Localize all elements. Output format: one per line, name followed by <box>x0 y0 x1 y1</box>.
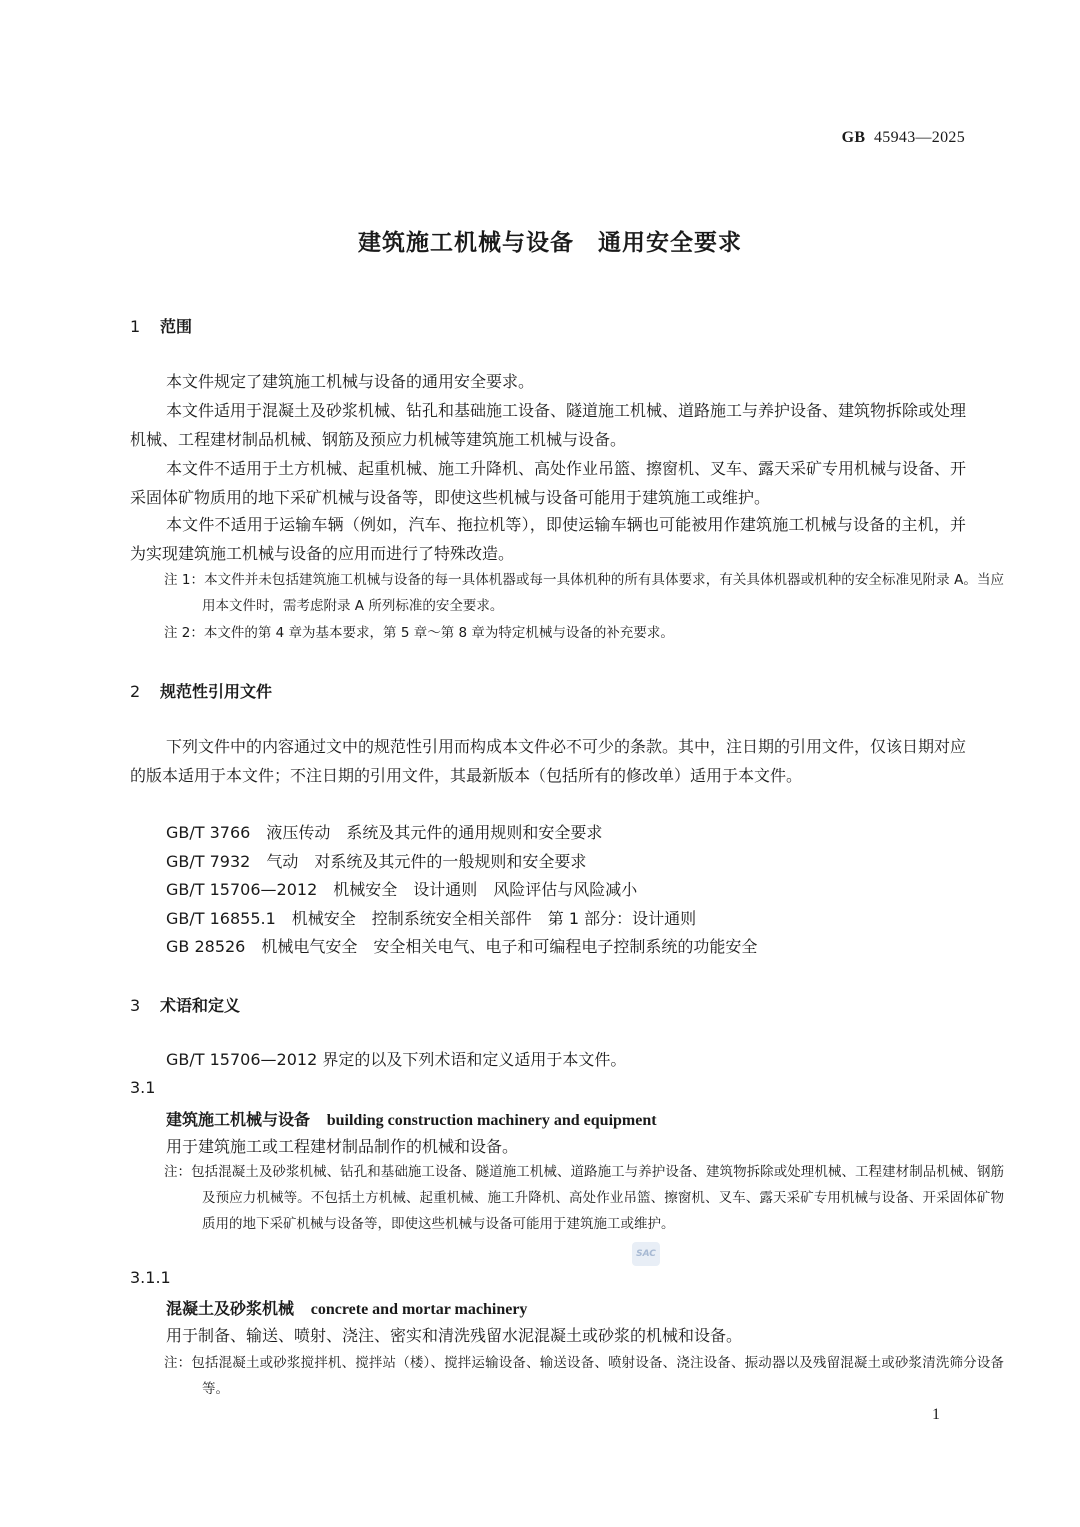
term-english: building construction machinery and equipment <box>326 1112 657 1129</box>
clause-3-1-1-number: 3.1.1 <box>130 1268 171 1287</box>
reference-item: GB/T 15706—2012 机械安全 设计通则 风险评估与风险减小 <box>166 880 638 899</box>
normative-references-intro: 下列文件中的内容通过文中的规范性引用而构成本文件必不可少的条款。其中，注日期的引用文件，仅该日期对应的版本适用于本文件；不注日期的引用文件，其最新版本（包括所有的修改单）适用于本文件。 <box>130 737 967 785</box>
clause-3-1-term <box>166 1107 657 1130</box>
section-2-heading <box>130 679 272 702</box>
clause-3-1-definition: 用于建筑施工或工程建材制品制作的机械和设备。 <box>166 1137 519 1156</box>
term-english: concrete and mortar machinery <box>310 1301 528 1318</box>
terms-intro: GB/T 15706—2012 界定的以及下列术语和定义适用于本文件。 <box>166 1050 627 1069</box>
scope-paragraph-4: 本文件不适用于运输车辆（例如，汽车、拖拉机等），即使运输车辆也可能被用作建筑施工机械与设备的主机，并为实现建筑施工机械与设备的应用而进行了特殊改造。 <box>130 515 966 563</box>
section-title: 范围 <box>160 317 193 336</box>
document-title: 建筑施工机械与设备 通用安全要求 <box>358 230 742 256</box>
scope-note-2: 注 2：本文件的第 4 章为基本要求，第 5 章～第 8 章为特定机械与设备的补充要求。 <box>164 625 674 641</box>
clause-3-1-1-note: 注：包括混凝土或砂浆搅拌机、搅拌站（楼）、搅拌运输设备、输送设备、喷射设备、浇注设备、振动器以及残留混凝土或砂浆清洗筛分设备等。 <box>164 1355 1004 1397</box>
section-3-heading <box>130 993 240 1016</box>
reference-item: GB/T 7932 气动 对系统及其元件的一般规则和安全要求 <box>166 852 587 871</box>
reference-item: GB/T 16855.1 机械安全 控制系统安全相关部件 第 1 部分：设计通则 <box>166 909 697 928</box>
section-title: 术语和定义 <box>160 996 241 1015</box>
section-number: 2 <box>130 682 141 701</box>
reference-item: GB/T 3766 液压传动 系统及其元件的通用规则和安全要求 <box>166 823 603 842</box>
term-chinese: 建筑施工机械与设备 <box>166 1110 311 1129</box>
scope-paragraph-1: 本文件规定了建筑施工机械与设备的通用安全要求。 <box>166 372 535 391</box>
section-number: 3 <box>130 996 141 1015</box>
section-number: 1 <box>130 317 141 336</box>
page-number: 1 <box>932 1406 940 1423</box>
standard-number <box>700 129 965 147</box>
sac-watermark: SAC <box>632 1242 660 1266</box>
section-title: 规范性引用文件 <box>160 682 273 701</box>
scope-note-1: 注 1：本文件并未包括建筑施工机械与设备的每一具体机器或每一具体机种的所有具体要求，有关具体机器或机种的安全标准见附录 A。当应用本文件时，需考虑附录 A 所列标准的安全要求。 <box>164 572 1004 614</box>
section-1-heading <box>130 314 192 337</box>
standard-prefix: GB <box>841 129 866 146</box>
standard-code: 45943—2025 <box>874 129 965 146</box>
scope-paragraph-2: 本文件适用于混凝土及砂浆机械、钻孔和基础施工设备、隧道施工机械、道路施工与养护设备、建筑物拆除或处理机械、工程建材制品机械、钢筋及预应力机械等建筑施工机械与设备。 <box>130 401 967 449</box>
scope-paragraph-3: 本文件不适用于土方机械、起重机械、施工升降机、高处作业吊篮、擦窗机、叉车、露天采矿专用机械与设备、开采固体矿物质用的地下采矿机械与设备等，即使这些机械与设备可能用于建筑施工或维护。 <box>130 459 967 507</box>
clause-3-1-note: 注：包括混凝土及砂浆机械、钻孔和基础施工设备、隧道施工机械、道路施工与养护设备、建筑物拆除或处理机械、工程建材制品机械、钢筋及预应力机械等。不包括土方机械、起重机械、施工升降机、高处作业吊篮、擦窗机、叉车、露天采矿专用机械与设备、开采固体矿物质用的地下采矿机械与设备等，即使这些机械与设备可能用于建筑施工或维护。 <box>164 1164 1004 1232</box>
clause-3-1-1-term <box>166 1296 527 1319</box>
reference-item: GB 28526 机械电气安全 安全相关电气、电子和可编程电子控制系统的功能安全 <box>166 937 758 956</box>
clause-3-1-1-definition: 用于制备、输送、喷射、浇注、密实和清洗残留水泥混凝土或砂浆的机械和设备。 <box>166 1326 743 1345</box>
clause-3-1-number: 3.1 <box>130 1078 156 1097</box>
term-chinese: 混凝土及砂浆机械 <box>166 1299 295 1318</box>
